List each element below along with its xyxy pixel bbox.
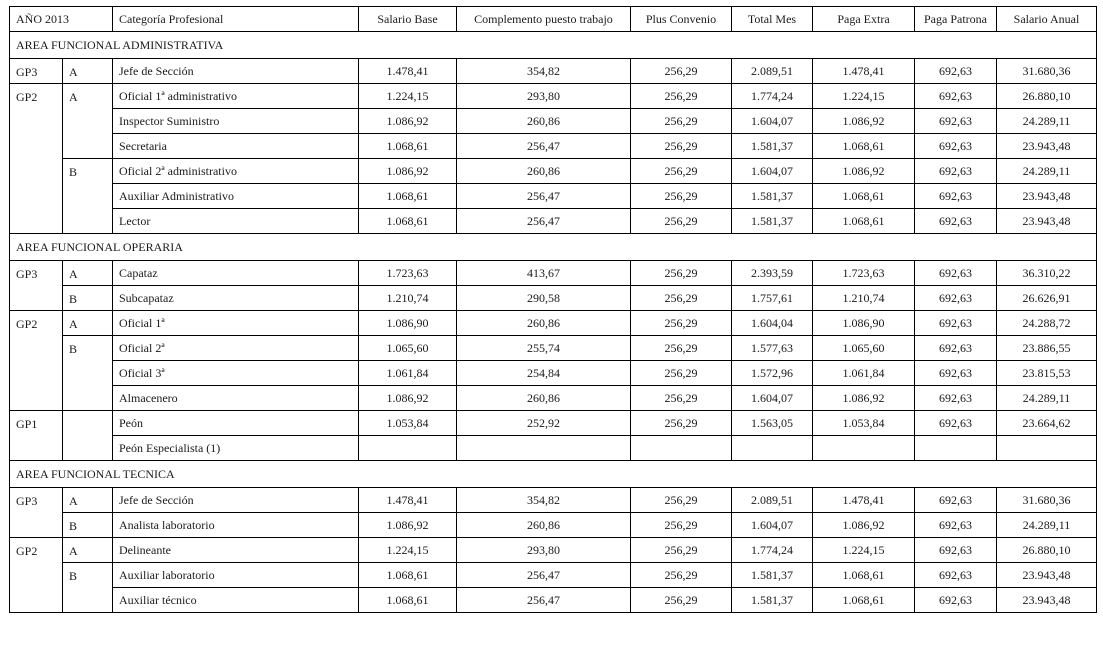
grupo-cell: GP2: [10, 84, 63, 234]
salario-base-cell: 1.068,61: [359, 209, 457, 234]
plus-convenio-cell: 256,29: [631, 386, 732, 411]
salario-base-cell: 1.086,92: [359, 386, 457, 411]
paga-patrona-cell: 692,63: [915, 109, 997, 134]
section-row: [10, 461, 1097, 488]
table-row: [10, 411, 1097, 436]
paga-extra-cell: 1.086,90: [813, 311, 915, 336]
salario-base-cell: 1.068,61: [359, 134, 457, 159]
category-cell: Inspector Suministro: [113, 109, 359, 134]
table-row: [10, 488, 1097, 513]
table-row: [10, 261, 1097, 286]
total-mes-cell: 1.774,24: [732, 538, 813, 563]
table-row: [10, 336, 1097, 361]
plus-convenio-cell: 256,29: [631, 563, 732, 588]
paga-patrona-cell: 692,63: [915, 159, 997, 184]
header-complemento: Complemento puesto trabajo: [457, 7, 631, 32]
paga-extra-cell: 1.478,41: [813, 488, 915, 513]
category-cell: Analista laboratorio: [113, 513, 359, 538]
nivel-cell: B: [63, 563, 113, 613]
category-cell: Subcapataz: [113, 286, 359, 311]
plus-convenio-cell: 256,29: [631, 159, 732, 184]
header-year: AÑO 2013: [10, 7, 113, 32]
category-cell: Auxiliar Administrativo: [113, 184, 359, 209]
category-cell: Almacenero: [113, 386, 359, 411]
salario-base-cell: 1.478,41: [359, 488, 457, 513]
paga-extra-cell: 1.723,63: [813, 261, 915, 286]
plus-convenio-cell: 256,29: [631, 134, 732, 159]
category-cell: Peón: [113, 411, 359, 436]
salario-anual-cell: 23.943,48: [997, 563, 1097, 588]
table-row: [10, 59, 1097, 84]
salario-anual-cell: 24.289,11: [997, 159, 1097, 184]
paga-extra-cell: 1.086,92: [813, 513, 915, 538]
paga-patrona-cell: 692,63: [915, 361, 997, 386]
plus-convenio-cell: 256,29: [631, 361, 732, 386]
paga-patrona-cell: 692,63: [915, 386, 997, 411]
grupo-cell: GP3: [10, 488, 63, 538]
total-mes-cell: 2.089,51: [732, 59, 813, 84]
salario-anual-cell: 26.880,10: [997, 538, 1097, 563]
table-row: [10, 109, 1097, 134]
salario-anual-cell: 26.880,10: [997, 84, 1097, 109]
grupo-cell: GP3: [10, 59, 63, 84]
total-mes-cell: 1.581,37: [732, 184, 813, 209]
total-mes-cell: 1.604,07: [732, 159, 813, 184]
paga-extra-cell: 1.086,92: [813, 386, 915, 411]
table-row: [10, 286, 1097, 311]
plus-convenio-cell: 256,29: [631, 184, 732, 209]
salario-anual-cell: [997, 436, 1097, 461]
category-cell: Peón Especialista (1): [113, 436, 359, 461]
salario-anual-cell: 36.310,22: [997, 261, 1097, 286]
salario-base-cell: 1.068,61: [359, 563, 457, 588]
salario-base-cell: 1.086,92: [359, 513, 457, 538]
salario-base-cell: 1.065,60: [359, 336, 457, 361]
plus-convenio-cell: 256,29: [631, 311, 732, 336]
section-row: [10, 32, 1097, 59]
salario-anual-cell: 23.943,48: [997, 588, 1097, 613]
salario-base-cell: [359, 436, 457, 461]
complemento-cell: 255,74: [457, 336, 631, 361]
salario-base-cell: 1.224,15: [359, 538, 457, 563]
paga-extra-cell: 1.061,84: [813, 361, 915, 386]
total-mes-cell: 1.572,96: [732, 361, 813, 386]
total-mes-cell: 1.757,61: [732, 286, 813, 311]
salario-anual-cell: 23.664,62: [997, 411, 1097, 436]
header-total-mes: Total Mes: [732, 7, 813, 32]
complemento-cell: 252,92: [457, 411, 631, 436]
salario-anual-cell: 31.680,36: [997, 59, 1097, 84]
salary-table: [9, 6, 1097, 613]
total-mes-cell: 1.604,04: [732, 311, 813, 336]
paga-patrona-cell: 692,63: [915, 563, 997, 588]
complemento-cell: 256,47: [457, 588, 631, 613]
header-category: Categoría Profesional: [113, 7, 359, 32]
grupo-cell: GP2: [10, 311, 63, 411]
header-paga-patrona: Paga Patrona: [915, 7, 997, 32]
complemento-cell: 254,84: [457, 361, 631, 386]
paga-extra-cell: [813, 436, 915, 461]
nivel-cell: A: [63, 84, 113, 159]
total-mes-cell: 1.563,05: [732, 411, 813, 436]
total-mes-cell: 1.581,37: [732, 563, 813, 588]
table-row: [10, 563, 1097, 588]
paga-patrona-cell: 692,63: [915, 286, 997, 311]
complemento-cell: 260,86: [457, 513, 631, 538]
plus-convenio-cell: [631, 436, 732, 461]
category-cell: Delineante: [113, 538, 359, 563]
paga-patrona-cell: 692,63: [915, 538, 997, 563]
salario-anual-cell: 23.943,48: [997, 209, 1097, 234]
paga-extra-cell: 1.224,15: [813, 538, 915, 563]
plus-convenio-cell: 256,29: [631, 411, 732, 436]
table-row: [10, 84, 1097, 109]
total-mes-cell: 1.604,07: [732, 386, 813, 411]
plus-convenio-cell: 256,29: [631, 588, 732, 613]
table-row: [10, 209, 1097, 234]
paga-extra-cell: 1.210,74: [813, 286, 915, 311]
complemento-cell: 256,47: [457, 563, 631, 588]
grupo-cell: GP2: [10, 538, 63, 613]
header-salario-anual: Salario Anual: [997, 7, 1097, 32]
salario-anual-cell: 24.289,11: [997, 109, 1097, 134]
table-row: [10, 436, 1097, 461]
section-title: AREA FUNCIONAL ADMINISTRATIVA: [10, 32, 1097, 59]
nivel-cell: B: [63, 513, 113, 538]
category-cell: Auxiliar técnico: [113, 588, 359, 613]
complemento-cell: 413,67: [457, 261, 631, 286]
complemento-cell: 260,86: [457, 109, 631, 134]
plus-convenio-cell: 256,29: [631, 336, 732, 361]
category-cell: Oficial 1ª: [113, 311, 359, 336]
paga-extra-cell: 1.068,61: [813, 209, 915, 234]
plus-convenio-cell: 256,29: [631, 261, 732, 286]
total-mes-cell: 1.604,07: [732, 513, 813, 538]
paga-extra-cell: 1.224,15: [813, 84, 915, 109]
salario-base-cell: 1.068,61: [359, 588, 457, 613]
section-title: AREA FUNCIONAL TECNICA: [10, 461, 1097, 488]
paga-patrona-cell: 692,63: [915, 513, 997, 538]
table-row: [10, 588, 1097, 613]
paga-extra-cell: 1.086,92: [813, 159, 915, 184]
salario-anual-cell: 23.943,48: [997, 184, 1097, 209]
paga-patrona-cell: 692,63: [915, 261, 997, 286]
total-mes-cell: 2.089,51: [732, 488, 813, 513]
salario-base-cell: 1.053,84: [359, 411, 457, 436]
paga-patrona-cell: 692,63: [915, 588, 997, 613]
table-body: [10, 32, 1097, 613]
paga-extra-cell: 1.053,84: [813, 411, 915, 436]
complemento-cell: 256,47: [457, 209, 631, 234]
category-cell: Capataz: [113, 261, 359, 286]
plus-convenio-cell: 256,29: [631, 109, 732, 134]
salario-anual-cell: 26.626,91: [997, 286, 1097, 311]
salario-anual-cell: 24.288,72: [997, 311, 1097, 336]
category-cell: Jefe de Sección: [113, 59, 359, 84]
salario-base-cell: 1.086,92: [359, 109, 457, 134]
complemento-cell: 354,82: [457, 488, 631, 513]
paga-extra-cell: 1.068,61: [813, 588, 915, 613]
complemento-cell: 293,80: [457, 538, 631, 563]
complemento-cell: 290,58: [457, 286, 631, 311]
paga-patrona-cell: 692,63: [915, 84, 997, 109]
plus-convenio-cell: 256,29: [631, 209, 732, 234]
paga-extra-cell: 1.068,61: [813, 563, 915, 588]
salario-anual-cell: 24.289,11: [997, 386, 1097, 411]
paga-patrona-cell: [915, 436, 997, 461]
nivel-cell: B: [63, 159, 113, 234]
nivel-cell: A: [63, 261, 113, 286]
paga-patrona-cell: 692,63: [915, 134, 997, 159]
paga-patrona-cell: 692,63: [915, 59, 997, 84]
nivel-cell: B: [63, 286, 113, 311]
salario-base-cell: 1.068,61: [359, 184, 457, 209]
table-row: [10, 134, 1097, 159]
paga-extra-cell: 1.068,61: [813, 134, 915, 159]
nivel-cell: A: [63, 311, 113, 336]
plus-convenio-cell: 256,29: [631, 538, 732, 563]
paga-patrona-cell: 692,63: [915, 488, 997, 513]
table-row: [10, 386, 1097, 411]
category-cell: Jefe de Sección: [113, 488, 359, 513]
salario-anual-cell: 23.943,48: [997, 134, 1097, 159]
salario-base-cell: 1.086,90: [359, 311, 457, 336]
total-mes-cell: 1.581,37: [732, 588, 813, 613]
complemento-cell: 293,80: [457, 84, 631, 109]
nivel-cell: B: [63, 336, 113, 411]
category-cell: Oficial 2ª: [113, 336, 359, 361]
total-mes-cell: 1.581,37: [732, 209, 813, 234]
nivel-cell: A: [63, 488, 113, 513]
complemento-cell: 260,86: [457, 386, 631, 411]
plus-convenio-cell: 256,29: [631, 286, 732, 311]
table-row: [10, 513, 1097, 538]
nivel-cell: A: [63, 59, 113, 84]
category-cell: Oficial 3ª: [113, 361, 359, 386]
total-mes-cell: [732, 436, 813, 461]
table-row: [10, 538, 1097, 563]
header-row: [10, 7, 1097, 32]
total-mes-cell: 1.581,37: [732, 134, 813, 159]
table-row: [10, 184, 1097, 209]
paga-patrona-cell: 692,63: [915, 336, 997, 361]
paga-patrona-cell: 692,63: [915, 411, 997, 436]
header-plus-convenio: Plus Convenio: [631, 7, 732, 32]
category-cell: Oficial 1ª administrativo: [113, 84, 359, 109]
paga-extra-cell: 1.478,41: [813, 59, 915, 84]
total-mes-cell: 1.577,63: [732, 336, 813, 361]
complemento-cell: 256,47: [457, 134, 631, 159]
header-paga-extra: Paga Extra: [813, 7, 915, 32]
plus-convenio-cell: 256,29: [631, 488, 732, 513]
salario-base-cell: 1.061,84: [359, 361, 457, 386]
salario-anual-cell: 31.680,36: [997, 488, 1097, 513]
total-mes-cell: 1.604,07: [732, 109, 813, 134]
total-mes-cell: 1.774,24: [732, 84, 813, 109]
paga-patrona-cell: 692,63: [915, 311, 997, 336]
header-salario-base: Salario Base: [359, 7, 457, 32]
category-cell: Auxiliar laboratorio: [113, 563, 359, 588]
salario-base-cell: 1.086,92: [359, 159, 457, 184]
section-row: [10, 234, 1097, 261]
plus-convenio-cell: 256,29: [631, 84, 732, 109]
complemento-cell: 260,86: [457, 159, 631, 184]
paga-extra-cell: 1.086,92: [813, 109, 915, 134]
salario-base-cell: 1.210,74: [359, 286, 457, 311]
total-mes-cell: 2.393,59: [732, 261, 813, 286]
section-title: AREA FUNCIONAL OPERARIA: [10, 234, 1097, 261]
complemento-cell: 354,82: [457, 59, 631, 84]
plus-convenio-cell: 256,29: [631, 59, 732, 84]
paga-patrona-cell: 692,63: [915, 209, 997, 234]
complemento-cell: 260,86: [457, 311, 631, 336]
category-cell: Secretaria: [113, 134, 359, 159]
grupo-cell: GP3: [10, 261, 63, 311]
complemento-cell: 256,47: [457, 184, 631, 209]
plus-convenio-cell: 256,29: [631, 513, 732, 538]
category-cell: Lector: [113, 209, 359, 234]
salario-anual-cell: 23.815,53: [997, 361, 1097, 386]
table-row: [10, 361, 1097, 386]
salario-base-cell: 1.723,63: [359, 261, 457, 286]
paga-extra-cell: 1.065,60: [813, 336, 915, 361]
nivel-cell: [63, 411, 113, 461]
salario-anual-cell: 24.289,11: [997, 513, 1097, 538]
grupo-cell: GP1: [10, 411, 63, 461]
salario-anual-cell: 23.886,55: [997, 336, 1097, 361]
paga-patrona-cell: 692,63: [915, 184, 997, 209]
salario-base-cell: 1.224,15: [359, 84, 457, 109]
category-cell: Oficial 2ª administrativo: [113, 159, 359, 184]
complemento-cell: [457, 436, 631, 461]
nivel-cell: A: [63, 538, 113, 563]
salario-base-cell: 1.478,41: [359, 59, 457, 84]
paga-extra-cell: 1.068,61: [813, 184, 915, 209]
table-row: [10, 159, 1097, 184]
table-row: [10, 311, 1097, 336]
